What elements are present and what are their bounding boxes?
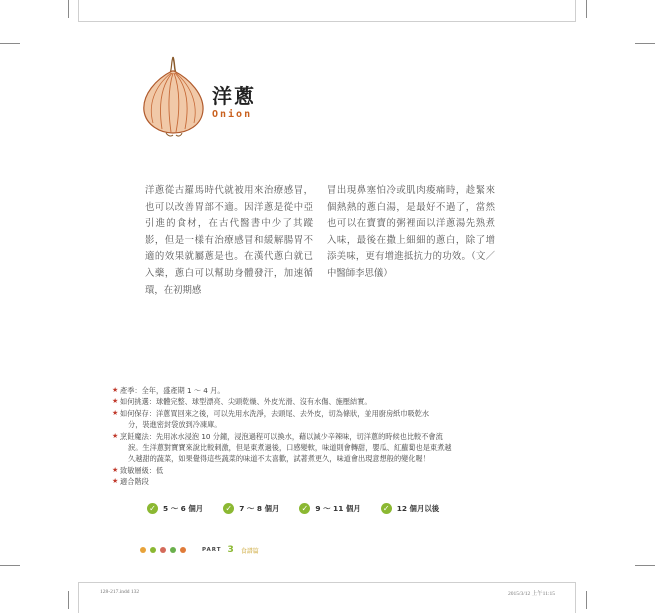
info-text: 適合階段 <box>120 477 149 487</box>
age-stage-label: 12 個月以後 <box>396 504 440 513</box>
crop-mark <box>0 565 20 566</box>
part-number: 3 <box>227 545 234 555</box>
info-item-store <box>112 408 492 431</box>
info-item-season <box>112 385 492 396</box>
bleed-box <box>78 582 576 613</box>
info-item-allergy <box>112 465 492 476</box>
check-circle-icon: ✓ <box>299 503 310 514</box>
age-stage-item <box>223 503 279 514</box>
age-stage-item <box>381 503 439 514</box>
info-text: 分，裝進密封袋放到冷凍庫。 <box>128 420 222 430</box>
decorative-dot-icon <box>170 547 176 553</box>
crop-mark <box>635 43 655 44</box>
crop-mark <box>586 591 587 609</box>
info-text: 產季：全年，盛產期 1 ～ 4 月。 <box>120 386 225 395</box>
info-text: 烹飪魔法：先用冰水浸泡 10 分鐘，浸泡過程可以換水，藉以減少辛辣味，切洋蔥的時候也比較不會流 <box>120 431 443 441</box>
crop-mark <box>68 591 69 609</box>
info-item-cook <box>112 431 492 465</box>
body-paragraph-col2: 冒出現鼻塞怕冷或肌肉痠痛時，趁緊來個熱熱的蔥白湯，是最好不過了，當然也可以在寶寶的粥裡面以洋蔥湯先熟煮入味，最後在撒上細細的蔥白，除了增添美味，更有增進抵抗力的功效。（文／中醫師李思儀） <box>327 185 495 279</box>
crop-mark <box>586 0 587 18</box>
star-icon: ★ <box>112 408 119 417</box>
age-stage-label: 7 ～ 8 個月 <box>239 504 280 513</box>
decorative-dot-icon <box>140 547 146 553</box>
check-circle-icon: ✓ <box>223 503 234 514</box>
star-icon: ★ <box>112 397 119 406</box>
star-icon: ★ <box>112 477 119 486</box>
part-label: PART <box>202 547 222 553</box>
decorative-dot-icon <box>180 547 186 553</box>
info-text: 淚。生洋蔥對寶寶來說比較刺激，但是東煮過後，口感變軟，味道則會轉甜，嬰瓜、紅蘿蔔也是東煮越 <box>128 443 452 453</box>
body-paragraph-col1: 洋蔥從古羅馬時代就被用來治療感冒，也可以改善胃部不適。因洋蔥是從中亞引進的食材，在古代醫書中少了其蹤影，但是一樣有治療感冒和緩解腸胃不適的效果就屬蔥是也。在漢代蔥白就已入藥，蔥白可以幫助身體發汗，加速循環，在初期感 <box>145 185 313 296</box>
info-item-stage <box>112 476 492 487</box>
info-text: 如何挑選：球體完整、球型漂亮、尖頭乾燥、外皮光滑、沒有水傷、施壓結實。 <box>120 397 372 407</box>
check-circle-icon: ✓ <box>381 503 392 514</box>
page-footer <box>140 545 259 555</box>
decorative-dot-icon <box>160 547 166 553</box>
page-title: 洋蔥 <box>212 84 256 108</box>
check-circle-icon: ✓ <box>147 503 158 514</box>
age-stage-list <box>147 503 439 514</box>
age-stage-label: 5 ～ 6 個月 <box>163 504 204 513</box>
crop-mark <box>0 43 20 44</box>
star-icon: ★ <box>112 431 119 440</box>
crop-mark <box>68 0 69 18</box>
star-icon: ★ <box>112 386 119 394</box>
info-text: 久越甜的蔬菜，如果覺得這些蔬菜的味道不太喜歡，試著煮更久，味道會出現意想般的變化喔！ <box>128 454 430 464</box>
star-icon: ★ <box>112 465 119 474</box>
info-list <box>112 385 492 488</box>
onion-illustration <box>138 55 208 137</box>
info-text: 如何保存：洋蔥買回來之後，可以先用水洗淨，去頭尾、去外皮，切為條狀，並用廚房紙巾吸乾水 <box>120 408 430 418</box>
age-stage-label: 9 ～ 11 個月 <box>315 504 361 513</box>
print-slug-right: 2015/3/12 上午11:15 <box>508 591 556 597</box>
info-text: 致敏層級：低 <box>120 465 164 475</box>
age-stage-item <box>299 503 360 514</box>
crop-mark <box>635 565 655 566</box>
bleed-box <box>78 0 576 22</box>
page-subtitle-en: Onion <box>212 109 253 120</box>
age-stage-item <box>147 503 203 514</box>
decorative-dot-icon <box>150 547 156 553</box>
print-slug-left: 128-217.indd 132 <box>100 589 140 595</box>
info-item-choose <box>112 396 492 407</box>
part-name: 食譜篇 <box>240 547 259 555</box>
